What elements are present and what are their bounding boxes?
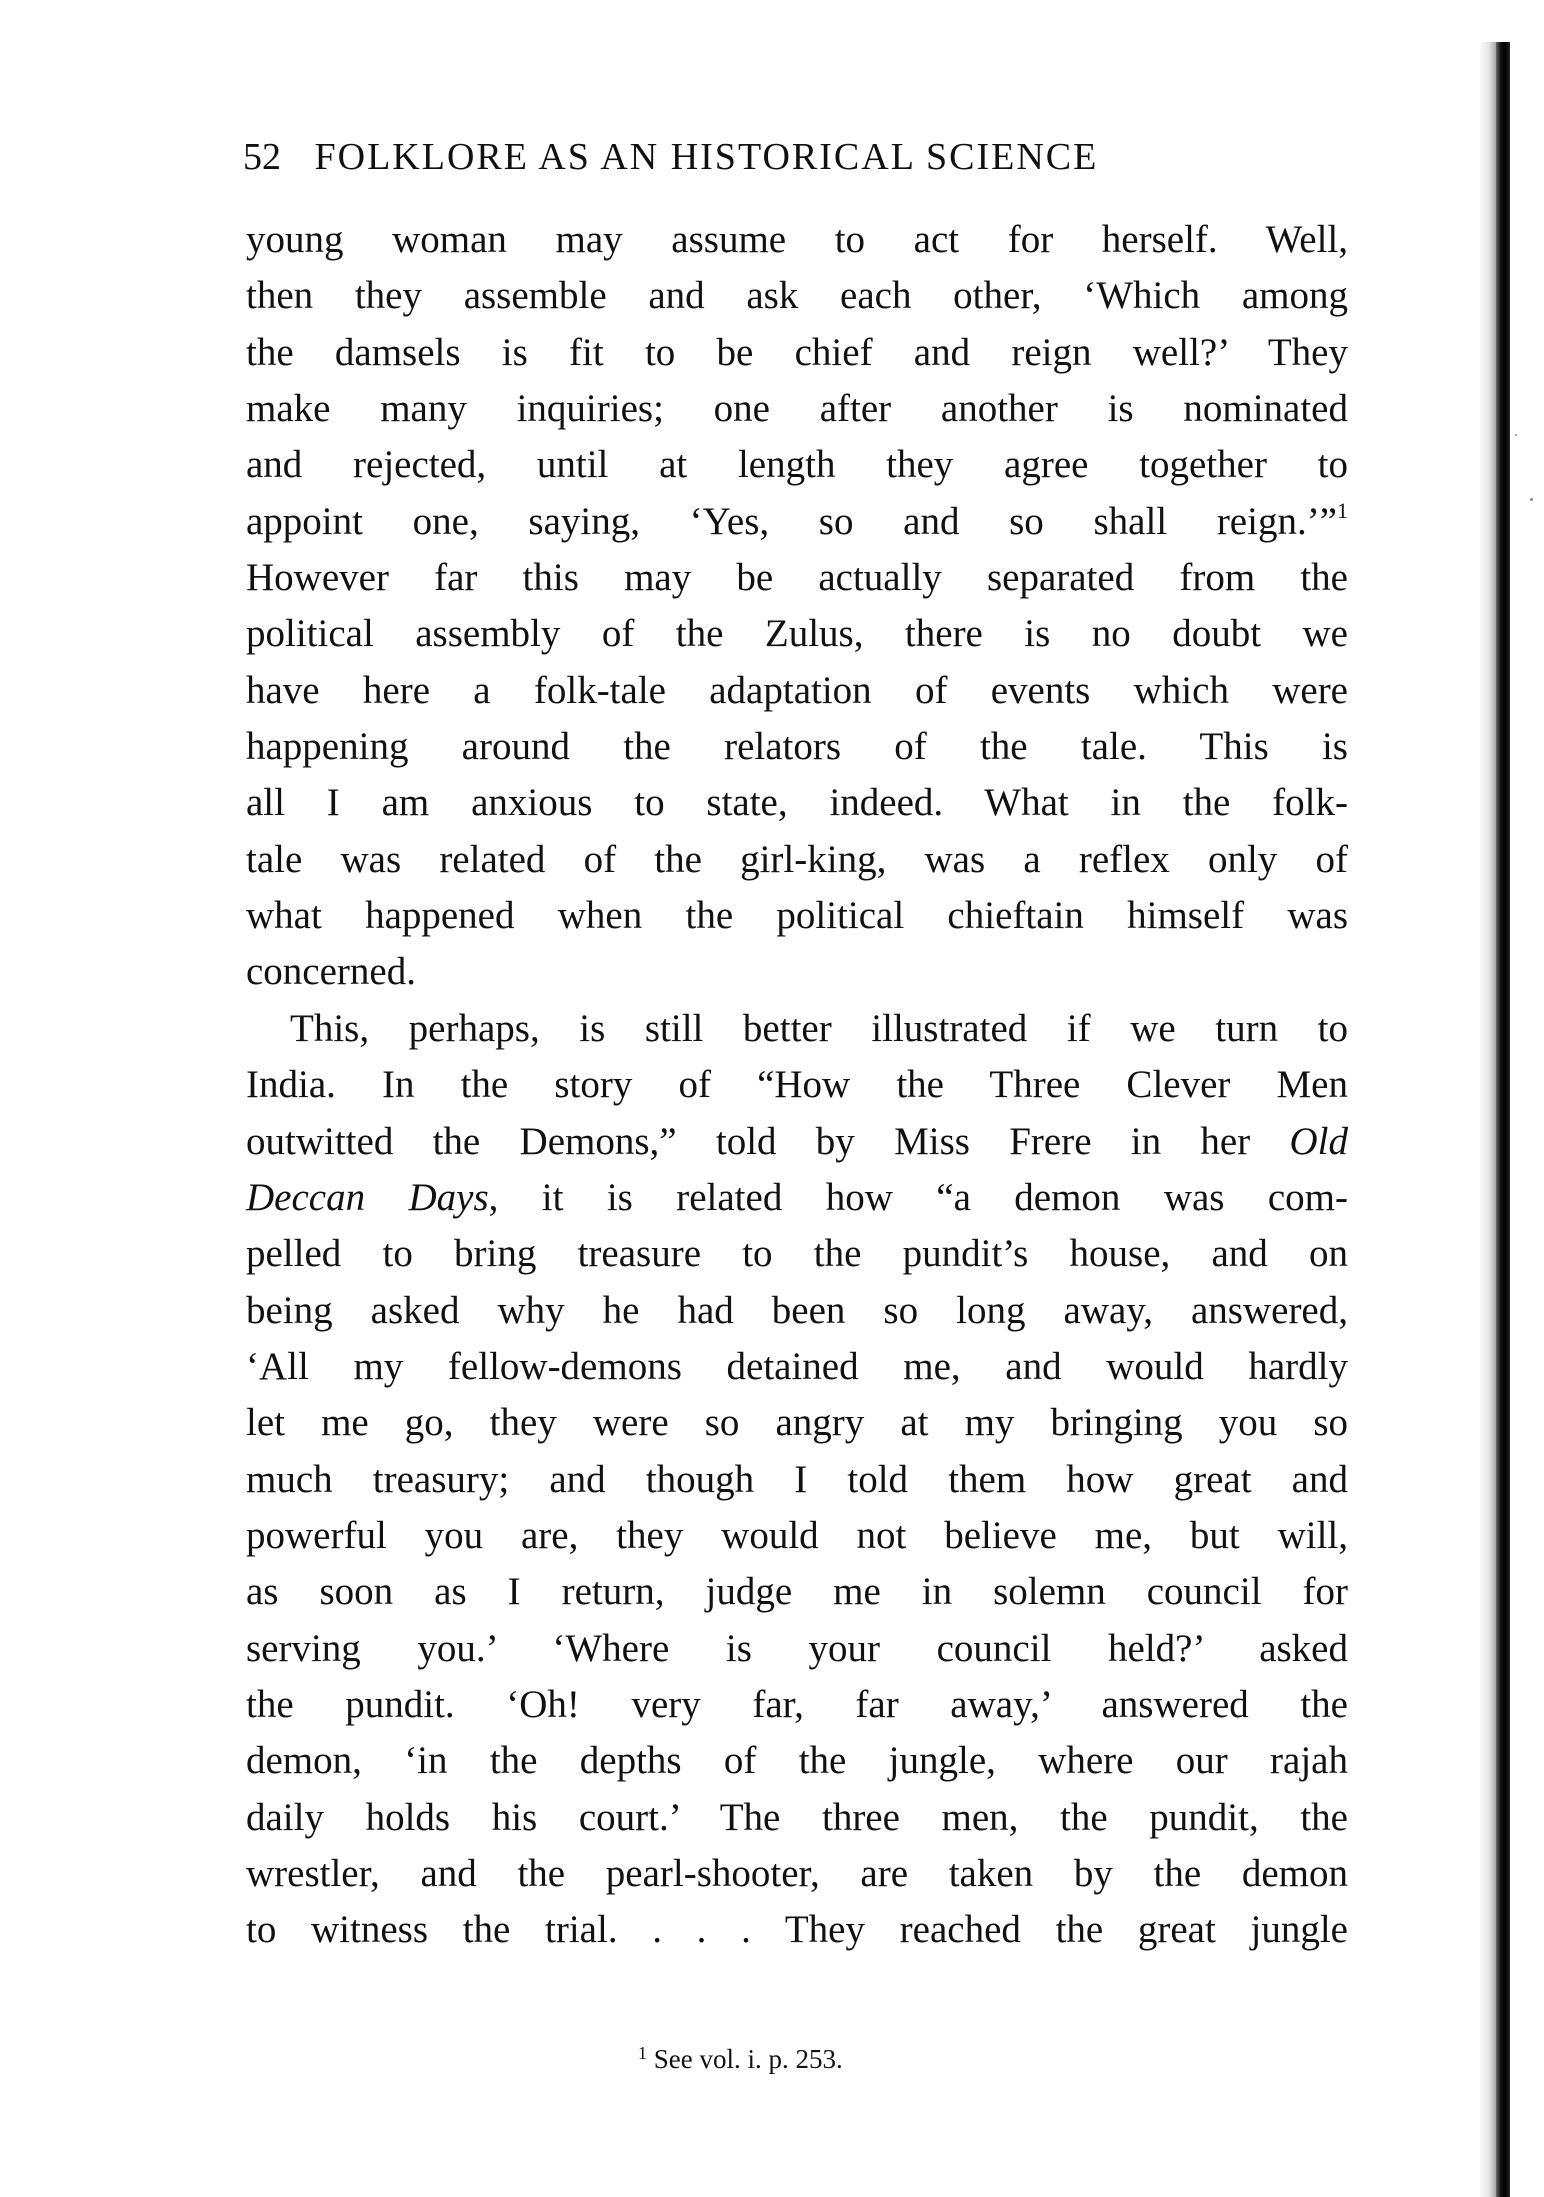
footnote-text: See vol. i. p. 253.	[653, 2044, 843, 2074]
italic-title: Old	[1289, 1119, 1348, 1163]
text-line: young woman may assume to act for herself. Well,	[246, 218, 1348, 261]
text-line-with-italic-title	[246, 1114, 1348, 1170]
text-line: and rejected, until at length they agree together to	[246, 443, 1348, 487]
text-line: then they assemble and ask each other, ‘Which among	[246, 274, 1348, 318]
text-line: pelled to bring treasure to the pundit’s house, and on	[246, 1232, 1348, 1276]
text-line: have here a folk-tale adaptation of events which were	[246, 668, 1348, 712]
text-line: daily holds his court.’ The three men, the pundit, the	[246, 1795, 1348, 1839]
text-line: let me go, they were so angry at my bringing you so	[246, 1401, 1348, 1445]
text-line: all I am anxious to state, indeed. What in the folk-	[246, 781, 1348, 825]
text-line: political assembly of the Zulus, there is no doubt we	[246, 612, 1348, 656]
footnote-reference: 1	[1337, 497, 1348, 523]
text-segment: appoint one, saying, ‘Yes, so and so shall reign.’”	[246, 499, 1337, 543]
text-line: happening around the relators of the tale. This is	[246, 725, 1348, 769]
text-line: being asked why he had been so long away, answered,	[246, 1288, 1348, 1332]
text-line: powerful you are, they would not believe me, but will,	[246, 1513, 1348, 1557]
text-line: tale was related of the girl-king, was a reflex only of	[246, 837, 1348, 881]
text-line: the damsels is fit to be chief and reign well?’ They	[246, 330, 1348, 374]
book-spine-edge	[1496, 42, 1510, 2197]
text-line: to witness the trial. . . . They reached the great jungle	[246, 1908, 1348, 1952]
italic-title: Deccan Days	[246, 1175, 489, 1219]
text-line: ‘All my fellow-demons detained me, and would hardly	[246, 1344, 1348, 1388]
running-header	[243, 132, 1343, 182]
text-line: wrestler, and the pearl-shooter, are taken by the demon	[246, 1851, 1348, 1895]
page-number: 52	[243, 136, 281, 178]
text-line-with-footnote-ref	[246, 494, 1348, 550]
text-line: what happened when the political chieftain himself was	[246, 894, 1348, 938]
page-gutter-shadow	[1478, 42, 1496, 2197]
text-segment: outwitted the Demons,” told by Miss Frere in her	[246, 1119, 1251, 1163]
text-line: However far this may be actually separated from the	[246, 556, 1348, 600]
running-title: FOLKLORE AS AN HISTORICAL SCIENCE	[314, 136, 1099, 178]
text-line: demon, ‘in the depths of the jungle, where our rajah	[246, 1739, 1348, 1783]
paragraph-start-line: This, perhaps, is still better illustrated if we turn to	[290, 1006, 1348, 1050]
text-line: as soon as I return, judge me in solemn council for	[246, 1570, 1348, 1614]
text-line: serving you.’ ‘Where is your council held?’ asked	[246, 1626, 1348, 1670]
text-line: India. In the story of “How the Three Clever Men	[246, 1063, 1348, 1107]
paragraph-end-line: concerned.	[246, 950, 416, 994]
text-line: much treasury; and though I told them how great and	[246, 1457, 1348, 1501]
body-text	[246, 212, 1348, 1959]
paper-speck	[1515, 434, 1517, 436]
footnote	[638, 2042, 1138, 2076]
text-line: the pundit. ‘Oh! very far, far away,’ answered the	[246, 1682, 1348, 1726]
text-segment: , it is related how “a demon was com-	[488, 1175, 1348, 1219]
text-line: make many inquiries; one after another is nominated	[246, 387, 1348, 431]
text-line-with-italic-title	[246, 1170, 1348, 1226]
paper-speck	[1530, 498, 1533, 501]
footnote-marker: 1	[638, 2043, 647, 2063]
